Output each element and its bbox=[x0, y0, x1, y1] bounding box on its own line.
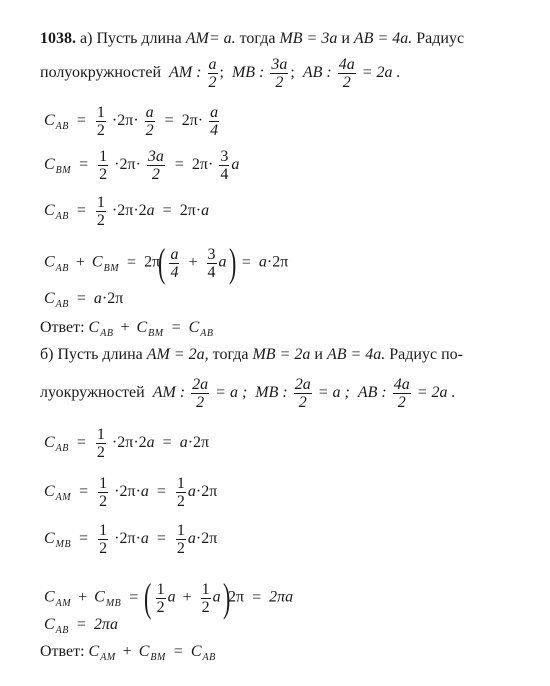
fraction bbox=[270, 56, 288, 91]
math-token: a bbox=[146, 202, 155, 220]
math-token: 2π bbox=[179, 202, 196, 220]
subscript: AB bbox=[55, 262, 69, 274]
math-token: Ответ: bbox=[40, 319, 85, 336]
fraction bbox=[98, 475, 108, 510]
fraction-numerator: 3a bbox=[271, 56, 288, 73]
math-token: 2π bbox=[119, 530, 136, 548]
math-token: = 4a. bbox=[350, 346, 386, 363]
fraction-numerator: 1 bbox=[99, 148, 108, 165]
math-token: = bbox=[76, 290, 86, 307]
math-token: · bbox=[135, 156, 141, 174]
math-token: 2π bbox=[117, 434, 134, 452]
radii-line-b bbox=[40, 376, 456, 411]
math-token: = bbox=[241, 253, 251, 271]
circumference-symbol: C bbox=[88, 643, 100, 660]
subscript: AB bbox=[55, 299, 69, 310]
math-token: = bbox=[76, 202, 86, 220]
fraction-numerator: 2a bbox=[294, 376, 311, 393]
fraction-numerator: 1 bbox=[96, 104, 105, 121]
math-token: 2π bbox=[119, 483, 136, 501]
fraction-numerator: 3 bbox=[207, 245, 216, 263]
fraction-denominator: 2 bbox=[99, 540, 108, 557]
math-token: a bbox=[218, 253, 227, 271]
math-token: = bbox=[162, 434, 172, 452]
math-token: 2π bbox=[117, 112, 134, 130]
math-token: · bbox=[266, 253, 273, 271]
math-token: = bbox=[173, 643, 183, 660]
subscript: AB bbox=[55, 443, 69, 455]
math-token: · bbox=[187, 434, 194, 452]
equation-b-3 bbox=[44, 522, 217, 557]
circumference-symbol: C bbox=[88, 319, 100, 336]
math-token: a bbox=[146, 434, 155, 452]
fraction-denominator: 2 bbox=[96, 444, 105, 461]
math-token: = bbox=[174, 156, 184, 174]
subscript: AM bbox=[55, 492, 72, 504]
circumference-symbol: C bbox=[188, 319, 200, 336]
math-token: 2π bbox=[272, 253, 289, 271]
math-token: · bbox=[111, 202, 118, 220]
math-token: 2π bbox=[181, 112, 198, 130]
fraction-numerator: 3a bbox=[147, 148, 164, 165]
math-token: 2πa bbox=[269, 588, 294, 606]
math-token: = bbox=[79, 483, 89, 501]
math-token: 2π bbox=[201, 530, 218, 548]
math-token: = 3a bbox=[306, 30, 338, 47]
equation-a-2 bbox=[44, 148, 239, 183]
math-token: = bbox=[129, 588, 139, 606]
fraction bbox=[96, 104, 106, 139]
math-token: · bbox=[195, 483, 202, 501]
math-token: 2π bbox=[119, 156, 136, 174]
circumference-symbol: C bbox=[44, 253, 55, 271]
circumference-symbol: C bbox=[138, 643, 150, 660]
math-token: MB bbox=[252, 346, 276, 363]
equation-a-1 bbox=[44, 104, 221, 139]
fraction-numerator: 4a bbox=[338, 56, 355, 73]
parenthesis: ( bbox=[144, 575, 152, 620]
math-token: = 2a, bbox=[173, 346, 209, 363]
math-token: = 2a bbox=[279, 346, 311, 363]
math-token: AM bbox=[146, 346, 170, 363]
fraction-numerator: 1 bbox=[156, 580, 165, 598]
math-token: a bbox=[167, 588, 176, 606]
math-token: и bbox=[341, 30, 350, 47]
fraction bbox=[147, 148, 165, 183]
math-token: MB : bbox=[231, 64, 265, 82]
fraction-numerator: 1 bbox=[99, 522, 108, 539]
answer-a bbox=[40, 318, 214, 344]
math-token: = bbox=[156, 530, 166, 548]
fraction bbox=[208, 56, 218, 91]
subscript: AB bbox=[55, 625, 69, 636]
fraction-numerator: 1 bbox=[96, 426, 105, 443]
math-token: 2π bbox=[144, 253, 161, 271]
math-token: + bbox=[78, 588, 88, 606]
math-token: · bbox=[195, 530, 202, 548]
equation-b-5 bbox=[44, 615, 118, 641]
math-token: тогда bbox=[212, 346, 249, 363]
math-token: · bbox=[114, 483, 120, 501]
math-token: · bbox=[195, 202, 202, 220]
fraction bbox=[201, 581, 211, 616]
math-token: = a. bbox=[208, 30, 236, 47]
circumference-symbol: C bbox=[44, 112, 55, 130]
fraction-denominator: 2 bbox=[397, 394, 406, 411]
part-a-marker: а) bbox=[80, 30, 93, 47]
math-token: a bbox=[231, 156, 240, 174]
math-token: = bbox=[127, 253, 137, 271]
fraction bbox=[96, 426, 106, 461]
math-token: a bbox=[201, 202, 210, 220]
math-token: + bbox=[120, 319, 130, 336]
equation-a-5 bbox=[44, 289, 123, 315]
circumference-symbol: C bbox=[44, 434, 55, 452]
math-token: AB : bbox=[357, 384, 387, 402]
fraction-denominator: 4 bbox=[220, 166, 229, 183]
math-token: · bbox=[111, 434, 118, 452]
math-token: · bbox=[133, 202, 139, 220]
math-token: MB bbox=[279, 30, 303, 47]
subscript: BM bbox=[103, 262, 120, 274]
fraction bbox=[294, 376, 312, 411]
math-token: MB : bbox=[255, 384, 288, 402]
subscript: AB bbox=[55, 121, 69, 133]
fraction-denominator: 2 bbox=[196, 394, 205, 411]
subscript: MB bbox=[105, 597, 122, 609]
math-token: + bbox=[188, 253, 198, 271]
fraction bbox=[96, 194, 106, 229]
math-token: + bbox=[75, 253, 85, 271]
subscript: AB bbox=[55, 211, 69, 223]
subscript: AB bbox=[200, 328, 214, 339]
equation-b-4 bbox=[44, 575, 294, 620]
math-token: Радиус bbox=[416, 30, 465, 47]
fraction-denominator: 2 bbox=[275, 74, 284, 91]
fraction bbox=[169, 246, 179, 281]
problem-number: 1038. bbox=[40, 30, 76, 47]
subscript: BM bbox=[55, 165, 72, 177]
fraction bbox=[209, 104, 219, 139]
math-token: · bbox=[111, 112, 118, 130]
part-b-marker: б) bbox=[40, 346, 54, 363]
fraction-denominator: 2 bbox=[151, 166, 160, 183]
fraction-denominator: 2 bbox=[176, 493, 185, 510]
parenthesis: ) bbox=[228, 240, 236, 285]
math-token: Радиус по- bbox=[389, 346, 463, 363]
fraction-denominator: 2 bbox=[156, 598, 165, 616]
fraction-numerator: 1 bbox=[201, 580, 210, 598]
math-token: 2πa bbox=[93, 616, 118, 633]
math-token: a bbox=[140, 483, 149, 501]
math-token: = bbox=[164, 112, 174, 130]
fraction-numerator: 1 bbox=[96, 194, 105, 211]
math-token: = bbox=[171, 319, 181, 336]
math-token: + bbox=[182, 588, 192, 606]
circumference-symbol: C bbox=[44, 616, 55, 633]
fraction bbox=[207, 246, 217, 281]
fraction-numerator: 1 bbox=[99, 475, 108, 492]
fraction-denominator: 2 bbox=[145, 122, 154, 139]
math-token: = bbox=[79, 156, 89, 174]
fraction-denominator: 4 bbox=[170, 263, 179, 281]
equation-a-3 bbox=[44, 194, 209, 229]
fraction bbox=[219, 148, 229, 183]
radii-line-a bbox=[40, 56, 401, 91]
equation-a-4 bbox=[44, 240, 289, 285]
equation-b-1 bbox=[44, 426, 209, 461]
math-token: · bbox=[133, 434, 139, 452]
fraction bbox=[176, 475, 186, 510]
math-token: 2 bbox=[138, 434, 147, 452]
fraction bbox=[191, 376, 209, 411]
math-token: · bbox=[114, 156, 120, 174]
subscript: AM bbox=[55, 597, 72, 609]
fraction-denominator: 2 bbox=[99, 493, 108, 510]
subscript: BM bbox=[150, 652, 166, 663]
fraction-denominator: 2 bbox=[342, 74, 351, 91]
circumference-symbol: C bbox=[44, 530, 55, 548]
math-token: = 2a . bbox=[416, 384, 456, 402]
math-token: тогда bbox=[239, 30, 276, 47]
math-token: = bbox=[76, 616, 86, 633]
fraction bbox=[338, 56, 356, 91]
math-token: a bbox=[212, 588, 221, 606]
math-token: = a ; bbox=[215, 384, 248, 402]
math-token: · bbox=[114, 530, 120, 548]
math-token: a bbox=[187, 483, 196, 501]
math-token: a bbox=[93, 290, 102, 307]
parenthesis: ) bbox=[222, 575, 231, 620]
fraction-numerator: a bbox=[210, 104, 219, 121]
math-token: a bbox=[187, 530, 196, 548]
math-token: ; bbox=[219, 64, 224, 82]
circumference-symbol: C bbox=[94, 588, 105, 606]
math-token: AM : bbox=[152, 384, 186, 402]
math-token: и bbox=[314, 346, 323, 363]
math-token: 2π bbox=[191, 156, 208, 174]
fraction-denominator: 2 bbox=[96, 212, 105, 229]
math-token: = a ; bbox=[317, 384, 350, 402]
equation-b-2 bbox=[44, 475, 217, 510]
subscript: AB bbox=[100, 328, 114, 339]
math-token: a bbox=[258, 253, 267, 271]
math-token: луокружностей bbox=[40, 384, 145, 402]
math-token: = bbox=[162, 202, 172, 220]
math-token: · bbox=[208, 156, 214, 174]
parenthesis: ( bbox=[158, 240, 166, 285]
problem-intro-line-a bbox=[40, 29, 464, 49]
fraction-denominator: 4 bbox=[210, 122, 219, 139]
fraction-numerator: 2a bbox=[192, 376, 209, 393]
math-token: · bbox=[101, 290, 108, 307]
circumference-symbol: C bbox=[136, 319, 148, 336]
math-token: 2π bbox=[228, 588, 245, 606]
problem-intro-line-b bbox=[40, 345, 463, 365]
circumference-symbol: C bbox=[44, 290, 55, 307]
fraction-numerator: 1 bbox=[176, 522, 185, 539]
math-token: полуокружностей bbox=[40, 64, 162, 82]
fraction-numerator: a bbox=[170, 245, 179, 263]
math-token: 2π bbox=[201, 483, 218, 501]
math-token: · bbox=[197, 112, 204, 130]
fraction-numerator: a bbox=[145, 104, 154, 121]
fraction bbox=[98, 522, 108, 557]
math-token: Пусть длина bbox=[57, 346, 143, 363]
fraction-denominator: 2 bbox=[201, 598, 210, 616]
math-token: = bbox=[76, 112, 86, 130]
math-token: · bbox=[135, 530, 141, 548]
math-token: Ответ: bbox=[40, 643, 85, 660]
math-token: AB bbox=[353, 30, 374, 47]
circumference-symbol: C bbox=[44, 483, 55, 501]
math-token: a bbox=[140, 530, 149, 548]
math-token: ; bbox=[290, 64, 295, 82]
subscript: BM bbox=[148, 328, 164, 339]
math-token: 2π bbox=[107, 290, 124, 307]
fraction-denominator: 2 bbox=[298, 394, 307, 411]
fraction-numerator: 3 bbox=[220, 148, 229, 165]
fraction-denominator: 2 bbox=[96, 122, 105, 139]
circumference-symbol: C bbox=[44, 156, 55, 174]
math-token: 2π bbox=[193, 434, 210, 452]
fraction-denominator: 2 bbox=[99, 166, 108, 183]
fraction-denominator: 2 bbox=[176, 540, 185, 557]
fraction-denominator: 2 bbox=[208, 74, 217, 91]
math-token: 2 bbox=[138, 202, 147, 220]
math-token: · bbox=[133, 112, 139, 130]
subscript: AB bbox=[202, 652, 216, 663]
math-token: + bbox=[122, 643, 132, 660]
circumference-symbol: C bbox=[190, 643, 202, 660]
circumference-symbol: C bbox=[44, 588, 55, 606]
math-token: AM : bbox=[169, 64, 202, 82]
fraction-numerator: a bbox=[208, 56, 217, 73]
math-token: AB : bbox=[302, 64, 332, 82]
math-token: AM bbox=[185, 30, 209, 47]
math-token: a bbox=[179, 434, 188, 452]
fraction bbox=[98, 148, 108, 183]
fraction-numerator: 4a bbox=[393, 376, 410, 393]
math-token: = 2a . bbox=[361, 64, 401, 82]
math-token: · bbox=[135, 483, 141, 501]
math-token: 2π bbox=[117, 202, 134, 220]
math-token: = bbox=[76, 434, 86, 452]
fraction-denominator: 4 bbox=[207, 263, 216, 281]
math-token: AB bbox=[326, 346, 347, 363]
fraction-numerator: 1 bbox=[176, 475, 185, 492]
fraction bbox=[176, 522, 186, 557]
math-token: = bbox=[252, 588, 262, 606]
circumference-symbol: C bbox=[91, 253, 103, 271]
answer-b bbox=[40, 642, 216, 668]
circumference-symbol: C bbox=[44, 202, 55, 220]
math-token: = 4a. bbox=[377, 30, 413, 47]
math-token: Пусть длина bbox=[96, 30, 182, 47]
subscript: MB bbox=[55, 539, 72, 551]
math-token: = bbox=[156, 483, 166, 501]
fraction bbox=[156, 581, 166, 616]
subscript: AM bbox=[100, 652, 116, 663]
fraction bbox=[145, 104, 155, 139]
fraction bbox=[393, 376, 411, 411]
math-token: = bbox=[79, 530, 89, 548]
